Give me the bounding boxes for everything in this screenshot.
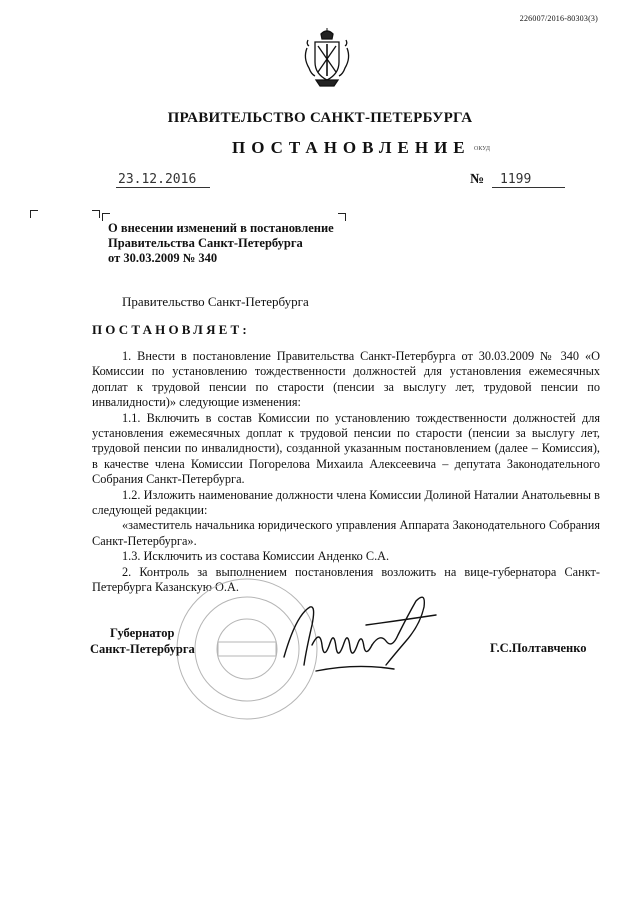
issuer-line: Правительство Санкт-Петербурга bbox=[122, 294, 309, 309]
bracket-corner-top-right bbox=[338, 213, 346, 221]
decree-heading: ПОСТАНОВЛЯЕТ: bbox=[92, 322, 250, 337]
document-subject bbox=[108, 221, 348, 266]
okud-label: ОКУД bbox=[474, 146, 490, 152]
signatory-title-line-1: Губернатор bbox=[110, 626, 175, 640]
document-number: 1199 bbox=[492, 172, 565, 188]
document-type: ПОСТАНОВЛЕНИЕ bbox=[232, 138, 471, 157]
document-body bbox=[92, 349, 600, 596]
signatory-title-line-2: Санкт-Петербурга bbox=[90, 642, 195, 656]
paragraph-1-2-quote: «заместитель начальника юридического управления Аппарата Законодательного Собрания Санкт-Петербурга». bbox=[92, 518, 600, 548]
paragraph-1-3: 1.3. Исключить из состава Комиссии Анденко С.А. bbox=[122, 549, 390, 564]
paragraph-1-2: 1.2. Изложить наименование должности члена Комиссии Долиной Наталии Анатольевны в следующей редакции: bbox=[92, 487, 600, 518]
bracket-corner-top-right-outer bbox=[92, 210, 100, 218]
signatory-title bbox=[90, 625, 195, 657]
document-date: 23.12.2016 bbox=[116, 172, 210, 188]
subject-line-1: О внесении изменений в постановление bbox=[108, 221, 334, 235]
paragraph-2: 2. Контроль за выполнением постановления возложить на вице-губернатора Санкт-Петербурга Казанскую О.А. bbox=[92, 564, 600, 595]
organization-title: ПРАВИТЕЛЬСТВО САНКТ-ПЕТЕРБУРГА bbox=[167, 110, 473, 126]
document-registry-number: 226007/2016-80303(3) bbox=[519, 14, 598, 23]
paragraph-1-1: 1.1. Включить в состав Комиссии по установлению тождественности должностей для установления ежемесячных доплат к трудовой пенсии по старости (пенсии за выслугу лет, трудовой пенсии по инвалидности), созданной указанным постановлением (далее – Комиссия), в качестве члена Комиссии Погорелова Михаила Алексеевича – депутата Законодательного Собрания Санкт-Петербурга. bbox=[92, 410, 600, 487]
signatory-name: Г.С.Полтавченко bbox=[490, 641, 587, 655]
bracket-corner-top-left-outer bbox=[30, 210, 38, 218]
subject-line-2: Правительства Санкт-Петербурга bbox=[108, 236, 303, 250]
number-sign: № bbox=[470, 172, 485, 187]
handwritten-signature-icon bbox=[276, 585, 446, 680]
bracket-corner-top-left bbox=[102, 213, 110, 221]
subject-line-3: от 30.03.2009 № 340 bbox=[108, 251, 218, 265]
paragraph-1: 1. Внести в постановление Правительства Санкт-Петербурга от 30.03.2009 № 340 «О Комиссии по установлению тождественности должностей для установления ежемесячных доплат к трудовой пенсии по старости (пенсии за выслугу лет, трудовой пенсии по инвалидности)» следующие изменения: bbox=[92, 349, 600, 410]
coat-of-arms-icon bbox=[302, 28, 352, 88]
